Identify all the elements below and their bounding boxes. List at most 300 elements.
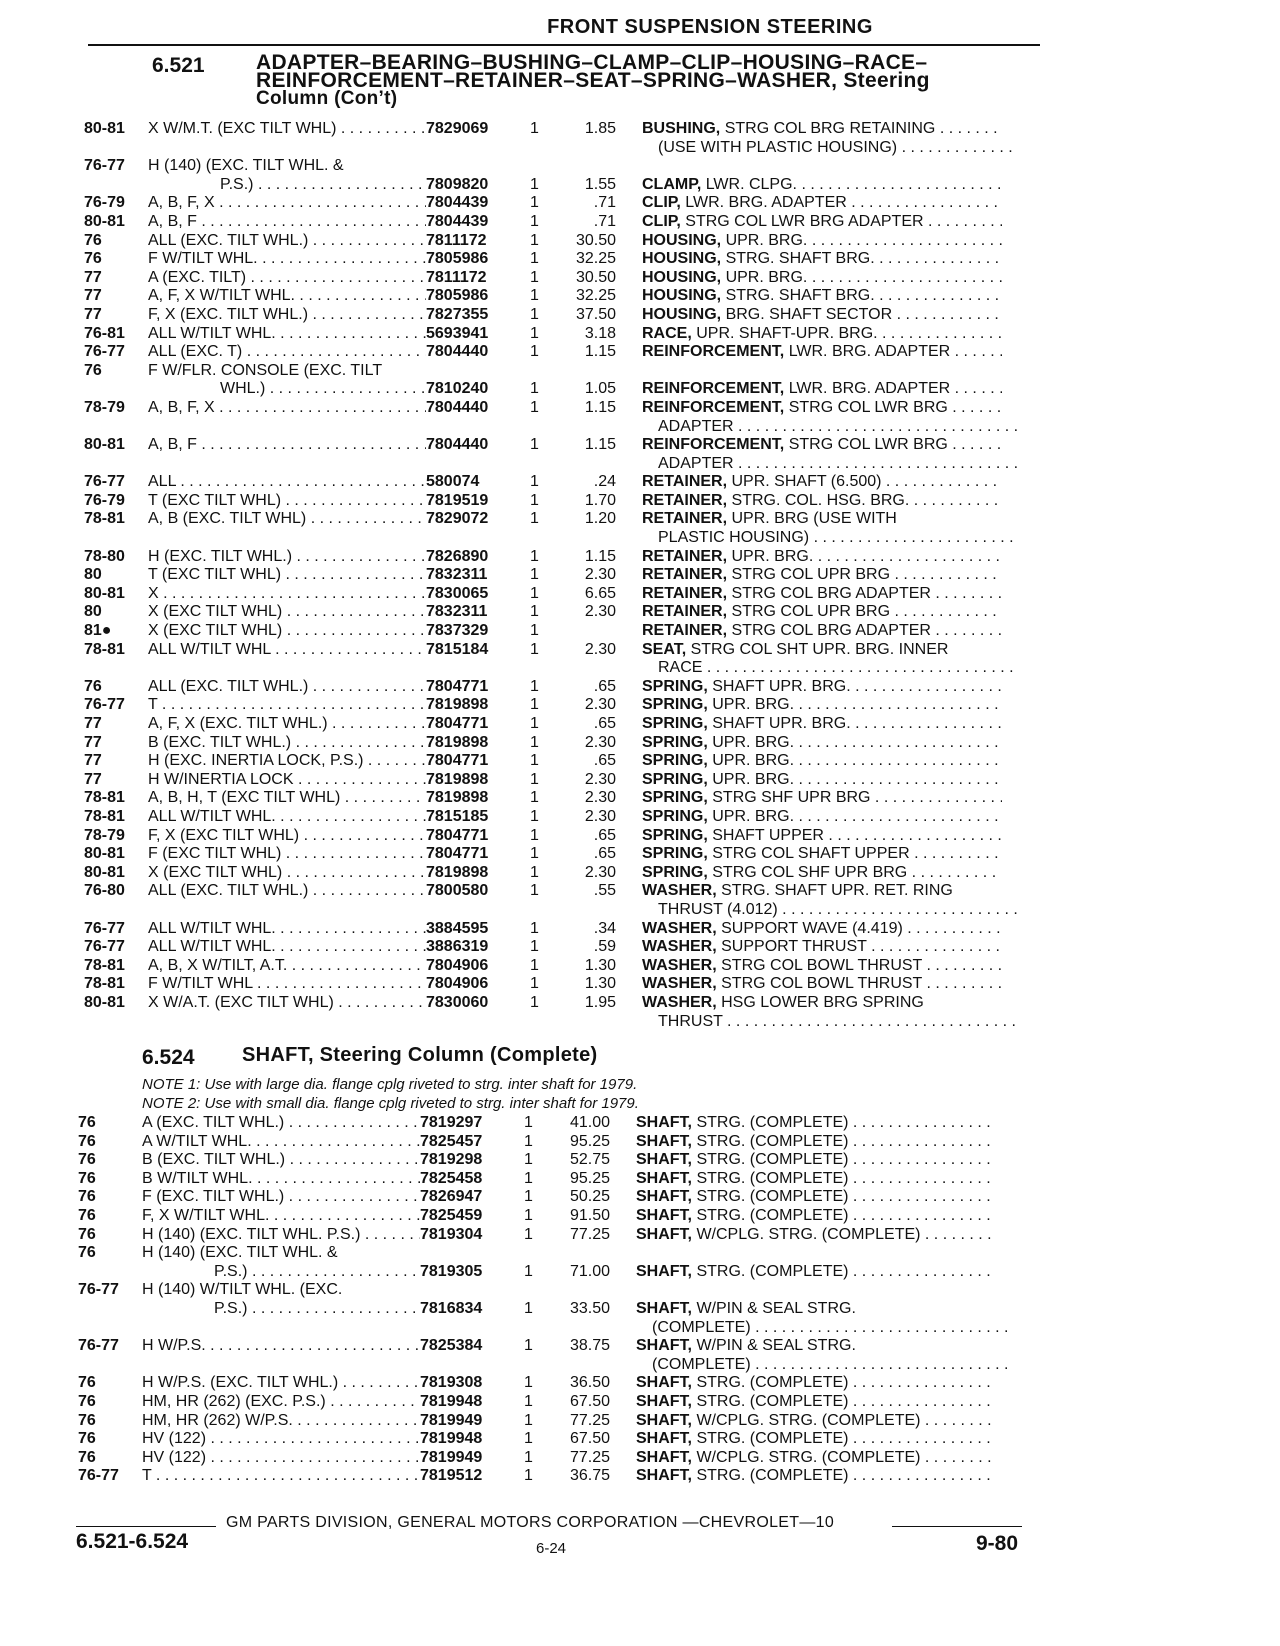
part-description: UPR. BRG. xyxy=(712,696,795,714)
table-row xyxy=(84,232,1018,251)
application-cell: F, X (EXC. TILT WHL.) . . . xyxy=(148,306,426,325)
part-description: STRG COL BOWL THRUST xyxy=(721,956,923,974)
year-cell xyxy=(84,380,148,399)
part-description: W/CPLG. STRG. (COMPLETE) xyxy=(696,1225,921,1243)
price-cell: 91.50 xyxy=(569,1206,610,1224)
part-description: UPR. BRG. xyxy=(712,733,795,751)
quantity-cell xyxy=(524,529,558,548)
part-name: SHAFT, xyxy=(636,1299,692,1317)
part-name: WASHER, xyxy=(642,882,717,900)
quantity-cell: 1 xyxy=(530,584,539,602)
part-name: RETAINER, xyxy=(642,622,728,640)
application-cell: B (EXC. TILT WHL.) . . . xyxy=(142,1151,420,1170)
description-cell xyxy=(642,176,1002,195)
price-cell: 2.30 xyxy=(584,863,616,881)
table-row xyxy=(84,399,1018,418)
table-row xyxy=(84,789,1018,808)
note-1: NOTE 1: Use with large dia. flange cplg riveted to strg. inter shaft for 1979. xyxy=(142,1076,638,1093)
table-row xyxy=(84,436,1018,455)
year-cell: 76 xyxy=(84,231,102,249)
description-cell xyxy=(642,827,1002,846)
quantity-cell: 1 xyxy=(530,603,539,621)
table-row xyxy=(84,622,1018,641)
quantity-cell: 1 xyxy=(524,1392,533,1410)
application-cell: ALL (EXC. T) . . . xyxy=(148,343,426,362)
table-row xyxy=(84,306,1018,325)
application-cell xyxy=(148,418,426,437)
quantity-cell: 1 xyxy=(524,1411,533,1429)
quantity-cell: 1 xyxy=(530,622,539,640)
price-cell: 1.15 xyxy=(584,343,616,361)
part-number-cell xyxy=(420,1356,518,1375)
table-row xyxy=(78,1337,1012,1356)
section-number: 6.521 xyxy=(152,54,205,77)
quantity-cell: 1 xyxy=(524,1132,533,1150)
part-description: SHAFT UPPER xyxy=(712,826,824,844)
part-description: STRG SHF UPR BRG xyxy=(712,789,871,807)
price-cell: 1.15 xyxy=(584,547,616,565)
part-number-cell: 7804771 xyxy=(426,715,489,732)
year-cell xyxy=(84,455,148,474)
part-name: REINFORCEMENT, xyxy=(642,436,785,454)
part-description: (COMPLETE) xyxy=(652,1355,751,1373)
quantity-cell xyxy=(524,362,558,381)
section-title-line-1: ADAPTER–BEARING–BUSHING–CLAMP–CLIP–HOUSING–RACE– xyxy=(256,51,928,74)
year-cell: 81● xyxy=(84,622,112,640)
quantity-cell: 1 xyxy=(530,845,539,863)
part-number-cell: 7804771 xyxy=(426,752,489,770)
part-name: SHAFT, xyxy=(636,1114,692,1131)
application-cell xyxy=(142,1319,420,1338)
description-cell xyxy=(636,1170,996,1189)
application-cell: P.S.) . . . xyxy=(142,1300,420,1319)
price-cell xyxy=(558,139,642,158)
application-cell: A, B, X W/TILT, A.T. . . . xyxy=(148,957,426,976)
year-cell: 77 xyxy=(84,287,102,305)
part-number-cell: 7826947 xyxy=(420,1188,483,1206)
description-cell xyxy=(642,994,1002,1013)
year-cell: 77 xyxy=(84,770,102,788)
part-description: STRG COL SHAFT UPPER xyxy=(712,845,910,863)
quantity-cell: 1 xyxy=(524,1169,533,1187)
part-number-cell: 7837329 xyxy=(426,622,489,640)
part-description: UPR. BRG (USE WITH xyxy=(731,510,897,528)
table-row xyxy=(84,771,1018,790)
application-cell: A, F, X (EXC. TILT WHL.) . . . xyxy=(148,715,426,734)
part-description: STRG. (COMPLETE) xyxy=(696,1169,849,1187)
price-cell: 95.25 xyxy=(569,1169,610,1187)
description-cell xyxy=(642,232,1002,251)
year-cell: 77 xyxy=(84,715,102,732)
footer-section-range: 6.521-6.524 xyxy=(76,1530,189,1553)
description-cell xyxy=(642,473,1002,492)
year-cell: 78-79 xyxy=(84,826,125,844)
quantity-cell: 1 xyxy=(524,1467,533,1485)
part-number-cell: 7819304 xyxy=(420,1225,483,1243)
quantity-cell: 1 xyxy=(530,807,539,825)
quantity-cell: 1 xyxy=(530,231,539,249)
year-cell: 76 xyxy=(78,1392,96,1410)
section-number: 6.524 xyxy=(142,1046,195,1069)
year-cell: 76 xyxy=(78,1448,96,1466)
part-number-cell: 7804440 xyxy=(426,398,489,416)
part-number-cell: 3884595 xyxy=(426,919,489,937)
description-cell xyxy=(642,566,1002,585)
part-description: STRG. (COMPLETE) xyxy=(696,1188,849,1206)
footer-rule-right xyxy=(892,1526,1022,1527)
table-row xyxy=(84,641,1018,660)
price-cell: 1.70 xyxy=(584,491,616,509)
table-row xyxy=(78,1467,1012,1486)
part-name: SHAFT, xyxy=(636,1448,692,1466)
part-number-cell: 7827355 xyxy=(426,305,489,323)
year-cell: 80-81 xyxy=(84,120,125,137)
quantity-cell: 1 xyxy=(530,975,539,993)
description-cell xyxy=(642,957,1002,976)
price-cell: .34 xyxy=(593,919,616,937)
application-cell xyxy=(142,1356,420,1375)
year-cell: 80-81 xyxy=(84,212,125,230)
part-number-cell: 7829069 xyxy=(426,120,489,137)
table-row xyxy=(84,343,1018,362)
part-number-cell: 580074 xyxy=(426,473,480,491)
description-cell xyxy=(636,1300,996,1319)
application-cell: F (EXC. TILT WHL.) . . . xyxy=(142,1188,420,1207)
description-cell xyxy=(642,696,1002,715)
part-description: W/CPLG. STRG. (COMPLETE) xyxy=(696,1411,921,1429)
quantity-cell xyxy=(524,139,558,158)
part-name: SHAFT, xyxy=(636,1188,692,1206)
price-cell: 1.15 xyxy=(584,398,616,416)
part-number-cell: 7804906 xyxy=(426,956,489,974)
quantity-cell: 1 xyxy=(530,268,539,286)
price-cell: 2.30 xyxy=(584,603,616,621)
price-cell: 30.50 xyxy=(575,231,616,249)
description-cell xyxy=(642,882,1002,901)
table-row xyxy=(78,1300,1012,1319)
description-cell xyxy=(642,455,1018,474)
note-2: NOTE 2: Use with small dia. flange cplg riveted to strg. inter shaft for 1979. xyxy=(142,1095,639,1112)
part-name: REINFORCEMENT, xyxy=(642,343,785,361)
part-name: SPRING, xyxy=(642,807,708,825)
part-name: SHAFT, xyxy=(636,1206,692,1224)
part-description: HSG LOWER BRG SPRING xyxy=(721,993,924,1011)
application-cell: ALL (EXC. TILT WHL.) . . . xyxy=(148,678,426,697)
part-number-cell: 7819898 xyxy=(426,789,489,807)
description-cell xyxy=(642,603,1002,622)
part-number-cell xyxy=(426,1013,524,1032)
table-row xyxy=(84,529,1018,548)
quantity-cell: 1 xyxy=(530,677,539,695)
application-cell xyxy=(148,529,426,548)
quantity-cell: 1 xyxy=(530,473,539,491)
price-cell: 2.30 xyxy=(584,733,616,751)
description-cell xyxy=(642,399,1002,418)
description-cell xyxy=(642,194,1002,213)
table-row xyxy=(84,882,1018,901)
description-cell xyxy=(636,1374,996,1393)
part-number-cell: 7819519 xyxy=(426,491,489,509)
year-cell: 77 xyxy=(84,305,102,323)
part-name: SHAFT, xyxy=(636,1169,692,1187)
part-description: THRUST (4.012) xyxy=(658,900,778,918)
part-number-cell: 7800580 xyxy=(426,882,489,900)
table-row xyxy=(84,380,1018,399)
part-name: CLIP, xyxy=(642,194,681,212)
part-name: HOUSING, xyxy=(642,287,722,305)
application-cell: HM, HR (262) (EXC. P.S.) . . . xyxy=(142,1393,420,1412)
table-row xyxy=(84,696,1018,715)
part-number-cell: 7815184 xyxy=(426,640,489,658)
table-row xyxy=(84,1013,1018,1032)
application-cell: X W/M.T. (EXC TILT WHL) . . . xyxy=(148,120,426,139)
part-name: RETAINER, xyxy=(642,547,728,565)
part-description: STRG. (COMPLETE) xyxy=(696,1392,849,1410)
year-cell: 76 xyxy=(78,1188,96,1206)
part-description: LWR. CLPG. xyxy=(705,175,797,193)
quantity-cell: 1 xyxy=(524,1206,533,1224)
year-cell: 80 xyxy=(84,603,102,621)
quantity-cell: 1 xyxy=(530,324,539,342)
quantity-cell: 1 xyxy=(530,398,539,416)
table-row xyxy=(78,1430,1012,1449)
description-cell xyxy=(642,938,1002,957)
part-description: UPR. BRG. xyxy=(725,231,808,249)
part-name: SHAFT, xyxy=(636,1225,692,1243)
part-description: STRG. (COMPLETE) xyxy=(696,1262,849,1280)
part-description: STRG. (COMPLETE) xyxy=(696,1467,849,1485)
year-cell: 76 xyxy=(78,1430,96,1448)
table-row xyxy=(84,510,1018,529)
part-description: STRG. SHAFT BRG. xyxy=(725,250,875,268)
part-description: STRG COL SHF UPR BRG xyxy=(712,863,908,881)
description-cell xyxy=(642,306,1002,325)
application-cell: F W/TILT WHL . . . xyxy=(148,975,426,994)
part-description: RACE xyxy=(658,659,703,677)
year-cell: 76 xyxy=(78,1244,96,1262)
description-cell xyxy=(636,1244,996,1263)
table-row xyxy=(78,1188,1012,1207)
part-name: HOUSING, xyxy=(642,231,722,249)
price-cell: 2.30 xyxy=(584,696,616,714)
part-number-cell: 7819949 xyxy=(420,1411,483,1429)
application-cell: ALL W/TILT WHL . . . xyxy=(148,641,426,660)
year-cell: 76 xyxy=(78,1132,96,1150)
year-cell: 77 xyxy=(84,752,102,770)
part-description: STRG COL UPR BRG xyxy=(731,603,891,621)
section-title-line-3: Column (Con’t) xyxy=(256,88,398,109)
description-cell xyxy=(642,343,1002,362)
year-cell: 76-77 xyxy=(78,1467,119,1485)
part-name: WASHER, xyxy=(642,919,717,937)
table-row xyxy=(78,1263,1012,1282)
application-cell: P.S.) . . . xyxy=(148,176,426,195)
price-cell xyxy=(558,529,642,548)
application-cell: A, B, F, X . . . xyxy=(148,194,426,213)
price-cell xyxy=(558,455,642,474)
part-description: W/PIN & SEAL STRG. xyxy=(696,1337,856,1355)
price-cell: 2.30 xyxy=(584,566,616,584)
part-number-cell: 7804771 xyxy=(426,845,489,863)
part-description: STRG. SHAFT UPR. RET. RING xyxy=(721,882,953,900)
description-cell xyxy=(636,1188,996,1207)
part-number-cell: 7805986 xyxy=(426,250,489,268)
table-row xyxy=(78,1170,1012,1189)
application-cell: T . . . xyxy=(148,696,426,715)
application-cell: H W/P.S. . . . xyxy=(142,1337,420,1356)
part-number-cell: 7804771 xyxy=(426,826,489,844)
price-cell xyxy=(558,622,642,641)
part-name: WASHER, xyxy=(642,938,717,956)
part-number-cell: 7819898 xyxy=(426,733,489,751)
description-cell xyxy=(636,1412,996,1431)
part-number-cell xyxy=(426,362,524,381)
description-cell xyxy=(642,269,1002,288)
description-cell xyxy=(636,1263,996,1282)
part-name: SPRING, xyxy=(642,789,708,807)
application-cell: B W/TILT WHL. . . . xyxy=(142,1170,420,1189)
year-cell: 76-77 xyxy=(84,473,125,491)
description-cell xyxy=(636,1337,996,1356)
description-cell xyxy=(642,901,1018,920)
table-row xyxy=(84,566,1018,585)
year-cell xyxy=(78,1356,142,1375)
application-cell: T (EXC TILT WHL) . . . xyxy=(148,566,426,585)
price-cell: 3.18 xyxy=(584,324,616,342)
table-row xyxy=(84,176,1018,195)
part-number-cell: 7819948 xyxy=(420,1392,483,1410)
price-cell: 36.50 xyxy=(569,1374,610,1392)
part-number-cell: 7804439 xyxy=(426,194,489,212)
description-cell xyxy=(636,1207,996,1226)
part-number-cell: 7804439 xyxy=(426,212,489,230)
footer-rule-left xyxy=(76,1526,216,1527)
table-row xyxy=(78,1207,1012,1226)
quantity-cell xyxy=(524,157,558,176)
price-cell: 50.25 xyxy=(569,1188,610,1206)
quantity-cell xyxy=(518,1244,552,1263)
year-cell xyxy=(78,1319,142,1338)
table-row xyxy=(84,492,1018,511)
table-row xyxy=(84,678,1018,697)
price-cell: 1.55 xyxy=(584,175,616,193)
table-row xyxy=(78,1374,1012,1393)
application-cell: A, F, X W/TILT WHL. . . . xyxy=(148,287,426,306)
quantity-cell: 1 xyxy=(524,1151,533,1169)
part-description: STRG. (COMPLETE) xyxy=(696,1151,849,1169)
table-row xyxy=(78,1356,1012,1375)
table-row xyxy=(84,808,1018,827)
quantity-cell: 1 xyxy=(530,343,539,361)
part-number-cell xyxy=(426,418,524,437)
footer-page-number: 6-24 xyxy=(536,1540,567,1557)
part-number-cell: 7819308 xyxy=(420,1374,483,1392)
quantity-cell: 1 xyxy=(530,919,539,937)
part-description: STRG. SHAFT BRG. xyxy=(725,287,875,305)
part-number-cell: 7815185 xyxy=(426,807,489,825)
part-number-cell: 7819305 xyxy=(420,1262,483,1280)
part-name: RETAINER, xyxy=(642,491,728,509)
quantity-cell: 1 xyxy=(530,696,539,714)
application-cell: HV (122) . . . xyxy=(142,1430,420,1449)
year-cell: 78-81 xyxy=(84,807,125,825)
description-cell xyxy=(642,380,1002,399)
price-cell: 37.50 xyxy=(575,305,616,323)
quantity-cell: 1 xyxy=(524,1262,533,1280)
quantity-cell: 1 xyxy=(524,1299,533,1317)
quantity-cell xyxy=(524,418,558,437)
price-cell: .59 xyxy=(593,938,616,956)
price-cell: .65 xyxy=(593,752,616,770)
part-description: LWR. BRG. ADAPTER xyxy=(685,194,847,212)
application-cell: H W/INERTIA LOCK . . . xyxy=(148,771,426,790)
part-number-cell xyxy=(420,1319,518,1338)
price-cell: 67.50 xyxy=(569,1392,610,1410)
price-cell: .55 xyxy=(593,882,616,900)
price-cell: 36.75 xyxy=(569,1467,610,1485)
quantity-cell: 1 xyxy=(530,770,539,788)
part-description: LWR. BRG. ADAPTER xyxy=(788,343,951,361)
quantity-cell: 1 xyxy=(524,1114,533,1131)
description-cell xyxy=(636,1281,996,1300)
part-name: SPRING, xyxy=(642,770,708,788)
part-description: STRG COL UPR BRG xyxy=(731,566,891,584)
part-description: STRG. (COMPLETE) xyxy=(696,1114,849,1131)
part-name: HOUSING, xyxy=(642,268,722,286)
description-cell xyxy=(642,659,1018,678)
table-row xyxy=(78,1449,1012,1468)
price-cell xyxy=(558,362,642,381)
quantity-cell: 1 xyxy=(530,380,539,398)
application-cell: H (140) W/TILT WHL. (EXC. xyxy=(142,1281,343,1299)
application-cell: ALL W/TILT WHL. . . . xyxy=(148,808,426,827)
description-cell xyxy=(642,436,1002,455)
description-cell xyxy=(636,1430,996,1449)
description-cell xyxy=(642,157,1002,176)
part-name: RACE, xyxy=(642,324,692,342)
section-6-521-heading xyxy=(152,51,930,109)
description-cell xyxy=(636,1393,996,1412)
application-cell: H (EXC. TILT WHL.) . . . xyxy=(148,548,426,567)
description-cell xyxy=(642,678,1002,697)
quantity-cell: 1 xyxy=(530,491,539,509)
year-cell: 76-79 xyxy=(84,491,125,509)
description-cell xyxy=(642,920,1002,939)
part-name: SHAFT, xyxy=(636,1430,692,1448)
table-row xyxy=(78,1319,1012,1338)
year-cell: 80-81 xyxy=(84,436,125,454)
part-description: STRG. (COMPLETE) xyxy=(696,1430,849,1448)
part-number-cell: 7829072 xyxy=(426,510,489,528)
quantity-cell: 1 xyxy=(530,938,539,956)
year-cell: 76 xyxy=(78,1411,96,1429)
part-number-cell: 7809820 xyxy=(426,175,489,193)
description-cell xyxy=(642,510,1002,529)
quantity-cell: 1 xyxy=(530,212,539,230)
part-name: RETAINER, xyxy=(642,584,728,602)
year-cell: 76 xyxy=(78,1169,96,1187)
part-number-cell: 7819297 xyxy=(420,1114,483,1131)
quantity-cell: 1 xyxy=(530,882,539,900)
part-number-cell: 7832311 xyxy=(426,603,488,621)
price-cell: 71.00 xyxy=(569,1262,610,1280)
part-number-cell: 7816834 xyxy=(420,1299,483,1317)
part-number-cell: 5693941 xyxy=(426,324,489,342)
application-cell: F (EXC TILT WHL) . . . xyxy=(148,845,426,864)
part-name: SHAFT, xyxy=(636,1132,692,1150)
year-cell: 77 xyxy=(84,733,102,751)
table-row xyxy=(78,1244,1012,1263)
